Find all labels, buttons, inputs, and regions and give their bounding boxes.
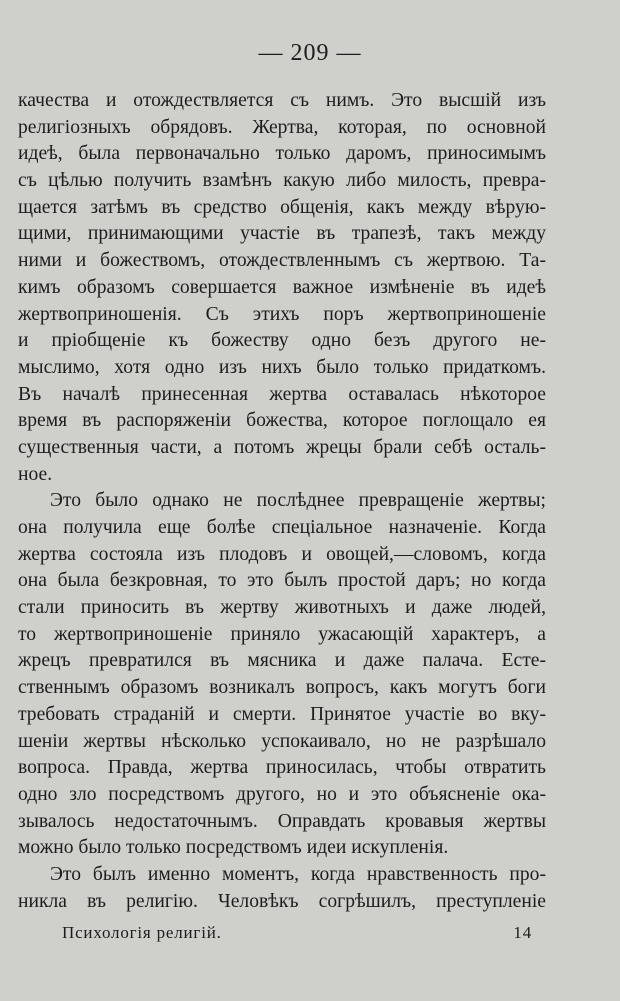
page-footer bbox=[62, 920, 532, 946]
text-line: существенныя части, а потомъ жрецы брали себѣ осталь- bbox=[18, 436, 546, 458]
text-line: жертва состояла изъ плодовъ и овощей,—словомъ, когда bbox=[18, 543, 546, 565]
text-line: щается затѣмъ въ средство общенія, какъ между вѣрую- bbox=[18, 196, 546, 218]
text-line: ственнымъ образомъ возникалъ вопросъ, какъ могутъ боги bbox=[18, 677, 546, 699]
text-line: щими, принимающими участіе въ трапезѣ, такъ между bbox=[18, 223, 546, 245]
text-line: шеніи жертвы нѣсколько успокаивало, но не разрѣшало bbox=[18, 730, 546, 752]
text-line: Это было однако не послѣднее превращеніе жертвы; bbox=[50, 490, 546, 512]
text-line: ное. bbox=[18, 463, 53, 485]
paragraph bbox=[18, 862, 546, 915]
text-line: требовать страданій и смерти. Принятое участіе во вку- bbox=[18, 703, 546, 725]
text-line: никла въ религію. Человѣкъ согрѣшилъ, преступленіе bbox=[18, 890, 546, 912]
paragraph bbox=[18, 488, 546, 862]
body-text bbox=[18, 88, 546, 915]
text-line: то жертвоприношеніе приняло ужасающій характеръ, а bbox=[18, 623, 546, 645]
text-line: одно зло посредствомъ другого, но и это объясненіе ока- bbox=[18, 783, 546, 805]
text-line: она была безкровная, то это былъ простой даръ; но когда bbox=[18, 570, 546, 592]
text-line: жертвоприношенія. Съ этихъ поръ жертвоприношеніе bbox=[18, 303, 546, 325]
text-line: вопроса. Правда, жертва приносилась, чтобы отвратить bbox=[18, 757, 546, 779]
text-line: она получила еще болѣе спеціальное назначеніе. Когда bbox=[18, 517, 546, 538]
text-line: зывалось недостаточнымъ. Оправдать кровавыя жертвы bbox=[18, 810, 546, 832]
paragraph bbox=[18, 88, 546, 488]
text-line: время въ распоряженіи божества, которое поглощало ея bbox=[18, 410, 546, 432]
text-line: мыслимо, хотя одно изъ нихъ было только придаткомъ. bbox=[18, 356, 546, 378]
text-line: жрецъ превратился въ мясника и даже палача. Есте- bbox=[18, 650, 546, 672]
text-line: съ цѣлью получить взамѣнъ какую либо милость, превра- bbox=[18, 170, 546, 192]
text-line: Въ началѣ принесенная жертва оставалась нѣкоторое bbox=[18, 383, 546, 405]
page-number: — 209 — bbox=[258, 40, 362, 66]
text-line: Это былъ именно моментъ, когда нравственность про- bbox=[50, 863, 546, 885]
text-line: качества и отождествляется съ нимъ. Это высшій изъ bbox=[18, 90, 546, 111]
text-line: можно было только посредствомъ идеи искупленія. bbox=[18, 837, 449, 859]
text-line: ними и божествомъ, отождествленнымъ съ жертвою. Та- bbox=[18, 250, 546, 272]
text-line: и пріобщеніе къ божеству одно безъ другого не- bbox=[18, 330, 546, 352]
text-line: стали приносить въ жертву животныхъ и даже людей, bbox=[18, 597, 546, 619]
text-line: религіозныхъ обрядовъ. Жертва, которая, по основной bbox=[18, 116, 546, 138]
signature-mark: 14 bbox=[513, 923, 532, 942]
text-line: идеѣ, была первоначально только даромъ, приносимымъ bbox=[18, 143, 546, 165]
footer-book-title: Психологія религій. bbox=[62, 923, 222, 942]
text-line: кимъ образомъ совершается важное измѣненіе въ идеѣ bbox=[18, 276, 546, 298]
